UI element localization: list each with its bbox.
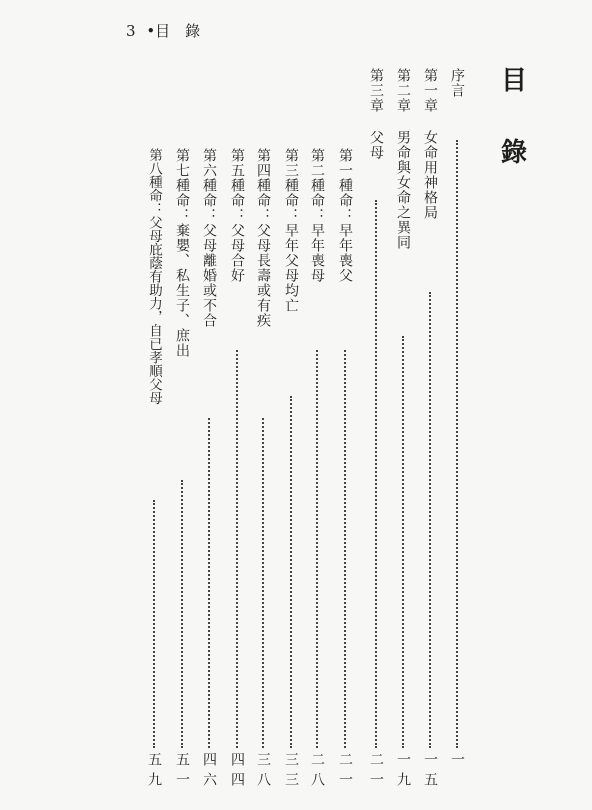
toc-leader bbox=[344, 350, 346, 748]
toc-page-number: 四四 bbox=[229, 752, 245, 792]
toc-page-number: 一五 bbox=[422, 752, 438, 792]
toc-entry-text: 序言 bbox=[449, 68, 465, 98]
toc-page-number: 二八 bbox=[309, 752, 325, 792]
toc-leader bbox=[236, 350, 238, 748]
toc-entry-type-2[interactable] bbox=[306, 0, 328, 800]
toc-leader bbox=[402, 336, 404, 748]
toc-page-number: 三三 bbox=[283, 752, 299, 792]
toc-entry-type-5[interactable] bbox=[226, 0, 248, 800]
page-number: 3 bbox=[126, 22, 136, 40]
toc-leader bbox=[262, 418, 264, 748]
toc-entry-type-8[interactable] bbox=[143, 0, 165, 800]
toc-leader bbox=[290, 396, 292, 748]
toc-leader bbox=[316, 350, 318, 748]
title-char-1: 目 bbox=[500, 66, 527, 96]
toc-page-number: 二一 bbox=[368, 752, 384, 792]
toc-entry-preface[interactable] bbox=[446, 0, 468, 800]
toc-entry-text: 第一章 女命用神格局 bbox=[422, 68, 438, 220]
toc-page-number: 一 bbox=[449, 752, 465, 772]
title-char-2: 錄 bbox=[500, 138, 527, 168]
toc-entry-text: 第六種命：父母離婚或不合 bbox=[201, 148, 217, 328]
toc-entry-type-6[interactable] bbox=[198, 0, 220, 800]
toc-leader bbox=[429, 292, 431, 748]
toc-page-number: 四六 bbox=[201, 752, 217, 792]
toc-leader bbox=[456, 140, 458, 748]
toc-page-number: 二一 bbox=[337, 752, 353, 792]
toc-page-number: 五一 bbox=[174, 752, 190, 792]
toc-page-number: 三八 bbox=[255, 752, 271, 792]
header-title: •目 錄 bbox=[146, 22, 201, 40]
toc-entry-text: 第七種命：棄嬰、私生子、庶出 bbox=[174, 148, 190, 358]
toc-entry-chapter-1[interactable] bbox=[419, 0, 441, 800]
toc-page-number: 一九 bbox=[395, 752, 411, 792]
toc-entry-text: 第三種命：早年父母均亡 bbox=[283, 148, 299, 313]
toc-entry-chapter-3[interactable] bbox=[365, 0, 387, 800]
toc-entry-text: 第五種命：父母合好 bbox=[229, 148, 245, 283]
toc-leader bbox=[153, 500, 155, 748]
toc-leader bbox=[208, 418, 210, 748]
toc-entry-text: 第三章 父母 bbox=[368, 68, 384, 160]
toc-page-number: 五九 bbox=[146, 752, 162, 792]
toc-entry-type-1[interactable] bbox=[334, 0, 356, 800]
toc-leader bbox=[181, 480, 183, 748]
toc-leader bbox=[375, 200, 377, 748]
toc-entry-type-4[interactable] bbox=[252, 0, 274, 800]
toc-entry-type-3[interactable] bbox=[280, 0, 302, 800]
toc-entry-text: 第四種命：父母長壽或有疾 bbox=[255, 148, 271, 328]
toc-entry-text: 第二章 男命與女命之異同 bbox=[395, 68, 411, 250]
toc-entry-text: 第二種命：早年喪母 bbox=[309, 148, 325, 283]
toc-entry-type-7[interactable] bbox=[171, 0, 193, 800]
toc-entry-chapter-2[interactable] bbox=[392, 0, 414, 800]
page-title bbox=[494, 68, 534, 166]
toc-entry-text: 第一種命：早年喪父 bbox=[337, 148, 353, 283]
toc-entry-text: 第八種命：父母庇蔭有助力，自已孝順父母 bbox=[146, 148, 162, 405]
